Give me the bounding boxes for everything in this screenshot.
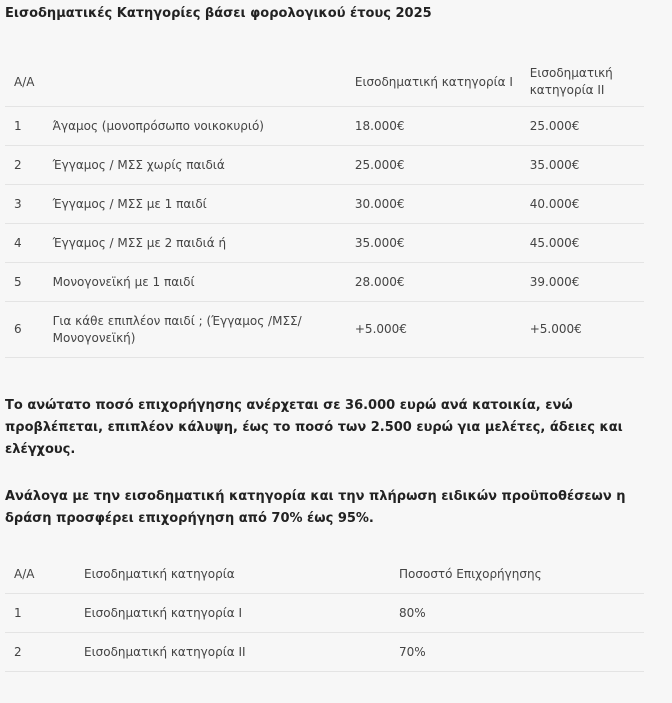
row-category-1-value: 35.000€ xyxy=(355,224,530,263)
row-category-1-value: +5.000€ xyxy=(355,302,530,358)
row-category-2-value: 40.000€ xyxy=(530,185,644,224)
table-header-row xyxy=(5,58,644,107)
row-description: Για κάθε επιπλέον παιδί ; (Έγγαμος /ΜΣΣ/ Μονογονεϊκή) xyxy=(53,302,355,358)
row-number: 1 xyxy=(5,594,84,633)
row-number: 2 xyxy=(5,146,53,185)
page-heading: Εισοδηματικές Κατηγορίες βάσει φορολογικού έτους 2025 xyxy=(5,6,432,21)
table-row xyxy=(5,633,644,672)
row-number: 2 xyxy=(5,633,84,672)
column-header-number: Α/Α xyxy=(5,555,84,594)
row-category-2-value: 45.000€ xyxy=(530,224,644,263)
table-row xyxy=(5,146,644,185)
row-description: Μονογονεϊκή με 1 παιδί xyxy=(53,263,355,302)
table-header-row xyxy=(5,555,644,594)
row-number: 3 xyxy=(5,185,53,224)
row-category-2-value: +5.000€ xyxy=(530,302,644,358)
income-categories-table xyxy=(5,58,644,358)
row-description: Έγγαμος / ΜΣΣ χωρίς παιδιά xyxy=(53,146,355,185)
column-header-category-2: Εισοδηματική κατηγορία ΙΙ xyxy=(530,58,644,107)
row-number: 4 xyxy=(5,224,53,263)
row-category-1-value: 25.000€ xyxy=(355,146,530,185)
table-row xyxy=(5,594,644,633)
row-category-1-value: 28.000€ xyxy=(355,263,530,302)
row-number: 6 xyxy=(5,302,53,358)
row-category-2-value: 39.000€ xyxy=(530,263,644,302)
table-row xyxy=(5,224,644,263)
table-row xyxy=(5,185,644,224)
row-description: Έγγαμος / ΜΣΣ με 1 παιδί xyxy=(53,185,355,224)
table-row xyxy=(5,263,644,302)
column-header-category: Εισοδηματική κατηγορία xyxy=(84,555,399,594)
row-number: 5 xyxy=(5,263,53,302)
row-number: 1 xyxy=(5,107,53,146)
row-percentage: 70% xyxy=(399,633,644,672)
row-category-1-value: 30.000€ xyxy=(355,185,530,224)
table-row xyxy=(5,107,644,146)
row-category: Εισοδηματική κατηγορία ΙΙ xyxy=(84,633,399,672)
row-category: Εισοδηματική κατηγορία Ι xyxy=(84,594,399,633)
row-category-2-value: 35.000€ xyxy=(530,146,644,185)
row-category-2-value: 25.000€ xyxy=(530,107,644,146)
column-header-percentage: Ποσοστό Επιχορήγησης xyxy=(399,555,644,594)
row-category-1-value: 18.000€ xyxy=(355,107,530,146)
column-header-category-1: Εισοδηματική κατηγορία Ι xyxy=(355,58,530,107)
row-description: Άγαμος (μονοπρόσωπο νοικοκυριό) xyxy=(53,107,355,146)
grant-percentage-paragraph: Ανάλογα με την εισοδηματική κατηγορία και την πλήρωση ειδικών προϋποθέσεων η δράση προσφέρει επιχορήγηση από 70% έως 95%. xyxy=(5,489,626,526)
grant-percentage-table xyxy=(5,555,644,672)
row-percentage: 80% xyxy=(399,594,644,633)
column-header-number: Α/Α xyxy=(5,58,53,107)
row-description: Έγγαμος / ΜΣΣ με 2 παιδιά ή xyxy=(53,224,355,263)
table-row xyxy=(5,302,644,358)
column-header-description xyxy=(53,58,355,107)
max-grant-paragraph: Το ανώτατο ποσό επιχορήγησης ανέρχεται σε 36.000 ευρώ ανά κατοικία, ενώ προβλέπεται, επιπλέον κάλυψη, έως το ποσό των 2.500 ευρώ για μελέτες, άδειες και ελέγχους. xyxy=(5,398,623,457)
